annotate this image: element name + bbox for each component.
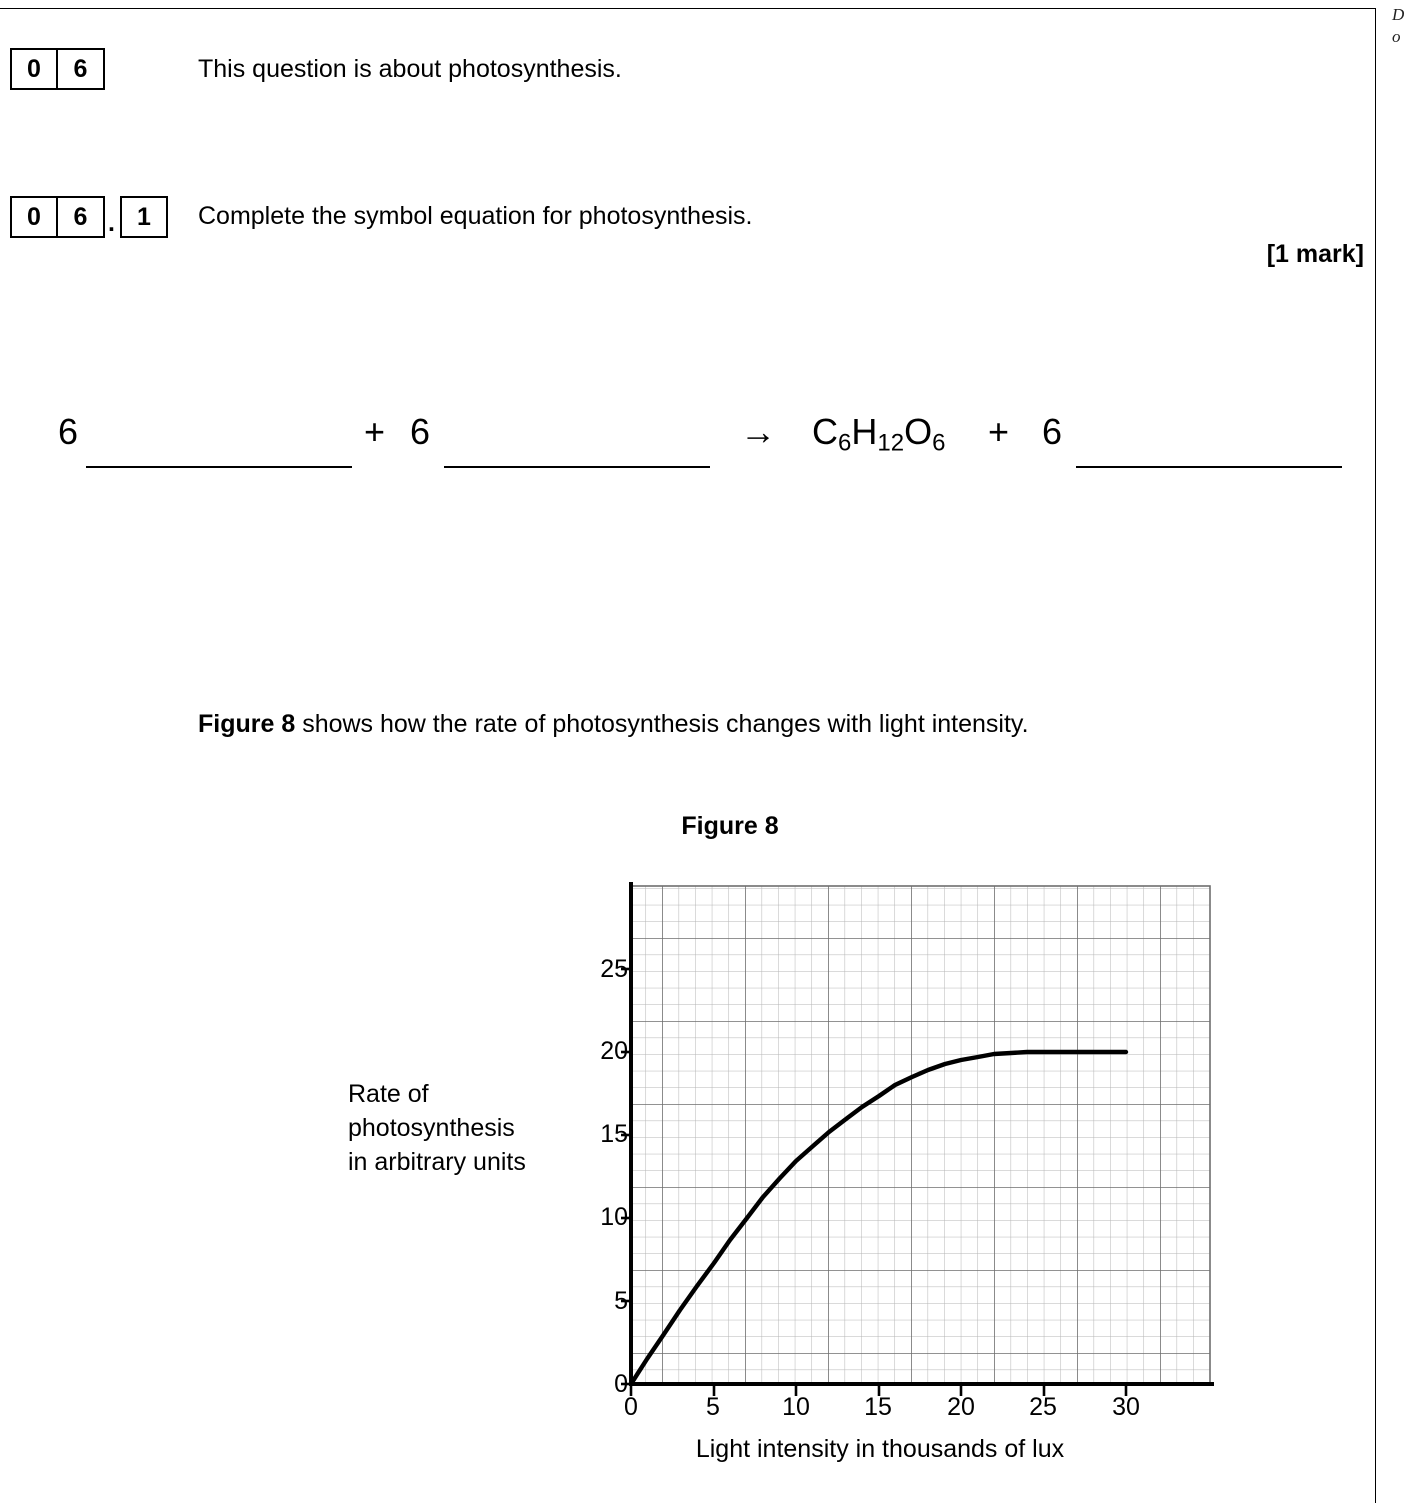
part-instruction: Complete the symbol equation for photosynthesis.: [198, 202, 753, 230]
x-tick-label-30: 30: [1112, 1393, 1140, 1421]
figure-intro-rest: shows how the rate of photosynthesis changes with light intensity.: [295, 710, 1029, 738]
symbol-equation: [58, 405, 1358, 485]
equation-plus-2: +: [988, 411, 1010, 452]
x-tick-label-20: 20: [947, 1393, 975, 1421]
x-tick-label-10: 10: [782, 1393, 810, 1421]
part-digit-1: 1: [120, 196, 168, 238]
y-tick-label-5: 5: [614, 1287, 628, 1315]
y-tick-label-15: 15: [600, 1120, 628, 1148]
x-axis-label: Light intensity in thousands of lux: [695, 1435, 1065, 1463]
margin-note-line-2: o: [1392, 27, 1401, 46]
question-digit-0: 0: [10, 48, 58, 90]
part-digit-0: 0: [10, 196, 58, 238]
question-digit-6: 6: [57, 48, 105, 90]
y-axis-label-line-3: in arbitrary units: [348, 1148, 526, 1176]
chart-gridlines: [631, 886, 1210, 1384]
glucose-c-subscript: 6: [838, 429, 852, 457]
glucose-h-subscript: 12: [877, 429, 905, 457]
x-tick-label-25: 25: [1029, 1393, 1057, 1421]
figure-intro-bold: Figure 8: [198, 710, 296, 738]
question-number-06-1: [10, 196, 168, 238]
equation-answer-blank-2[interactable]: [444, 465, 710, 468]
figure-intro-text: [198, 708, 1029, 740]
y-axis-label: [348, 1077, 598, 1179]
x-tick-label-0: 0: [624, 1393, 638, 1421]
margin-note-line-1: D: [1392, 5, 1405, 24]
question-stem: This question is about photosynthesis.: [198, 55, 622, 83]
glucose-o-subscript: 6: [932, 429, 946, 457]
y-tick-label-25: 25: [600, 955, 628, 983]
marks-allocation: [1 mark]: [1266, 240, 1364, 268]
question-number-06: [10, 48, 105, 90]
y-tick-label-10: 10: [600, 1203, 628, 1231]
figure-title-row: [0, 812, 1376, 841]
equation-coefficient-3: 6: [1042, 411, 1063, 452]
part-digit-6: 6: [57, 196, 105, 238]
part-separator-dot: .: [108, 209, 115, 237]
y-axis-label-line-1: Rate of: [348, 1080, 429, 1108]
figure-8-chart: [330, 855, 1310, 1463]
equation-answer-blank-3[interactable]: [1076, 465, 1342, 468]
margin-note: [1392, 4, 1414, 48]
equation-coefficient-2: 6: [410, 411, 431, 452]
x-tick-label-15: 15: [864, 1393, 892, 1421]
figure-title: Figure 8: [681, 812, 779, 840]
x-tick-label-5: 5: [706, 1393, 720, 1421]
equation-arrow: →: [740, 411, 776, 452]
glucose-h: H: [851, 411, 878, 452]
y-axis-label-line-2: photosynthesis: [348, 1114, 515, 1142]
equation-plus-1: +: [364, 411, 386, 452]
equation-product-glucose: [812, 411, 945, 458]
y-tick-label-20: 20: [600, 1037, 628, 1065]
equation-answer-blank-1[interactable]: [86, 465, 352, 468]
y-tick-label-0: 0: [614, 1370, 628, 1398]
glucose-o: O: [904, 411, 933, 452]
glucose-c: C: [812, 411, 838, 452]
equation-coefficient-1: 6: [58, 411, 79, 452]
